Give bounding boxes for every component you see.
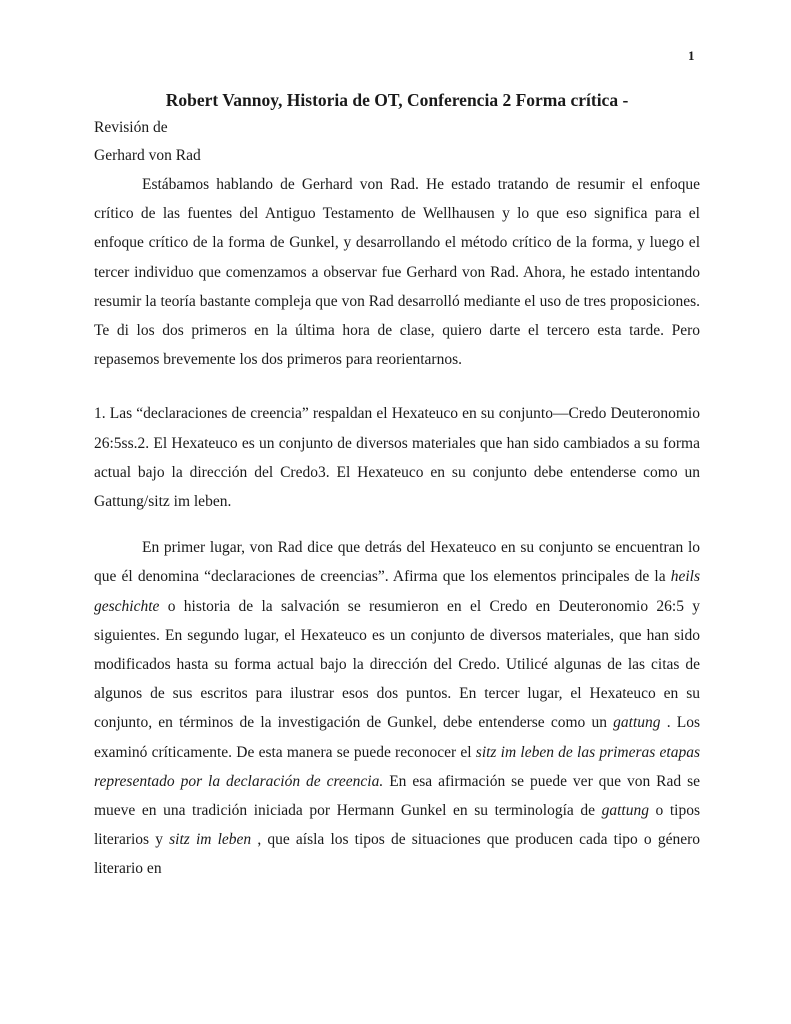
propositions-list: 1. Las “declaraciones de creencia” respaldan el Hexateuco en su conjunto—Credo Deuteronomio 26:5ss.2. El Hexateuco es un conjunto de diversos materiales que han sido cambiados a su forma actual bajo la dirección del Credo3. El Hexateuco en su conjunto debe entenderse como un Gattung/sitz im leben. <box>94 405 700 511</box>
page-number: 1 <box>688 48 695 63</box>
italic-term: heils geschichte <box>94 568 700 615</box>
paragraph-text: En primer lugar, von Rad dice que detrás del Hexateuco en su conjunto se encuentran lo que él denomina “declaraciones de creencias”. Afirma que los elementos principales de la <box>94 539 700 586</box>
italic-term: sitz im leben <box>169 831 252 849</box>
italic-term: sitz im leben de las primeras etapas representado por la declaración de creencia. <box>94 743 700 790</box>
paragraph-text: , que aísla los tipos de situaciones que producen cada tipo o género literario en <box>94 831 700 878</box>
intro-paragraph: Estábamos hablando de Gerhard von Rad. He estado tratando de resumir el enfoque crítico de las fuentes del Antiguo Testamento de Wellhausen y lo que eso significa para el enfoque crítico de la forma de Gunkel, y desarrollando el método crítico de la forma, y luego el tercer individuo que comenzamos a observar fue Gerhard von Rad. Ahora, he estado intentando resumir la teoría bastante compleja que von Rad desarrolló mediante el uso de tres proposiciones. Te di los dos primeros en la última hora de clase, quiero darte el tercero esta tarde. Pero repasemos brevemente los dos primeros para reorientarnos. <box>94 176 700 369</box>
document-body <box>94 86 700 884</box>
italic-term: gattung <box>601 802 649 820</box>
italic-term: gattung <box>613 714 661 732</box>
paragraph-text: o tipos literarios y <box>94 802 700 849</box>
document-title: Robert Vannoy, Historia de OT, Conferencia 2 Forma crítica - <box>165 90 629 110</box>
paragraph-text: . Los examinó críticamente. De esta manera se puede reconocer el <box>94 714 700 761</box>
paragraph-text: o historia de la salvación se resumieron en el Credo en Deuteronomio 26:5 y siguientes. En segundo lugar, el Hexateuco es un conjunto de diversos materiales, que han sido modificados hasta su forma actual bajo la dirección del Credo. Utilicé algunas de las citas de algunos de sus escritos para ilustrar esos dos puntos. En tercer lugar, el Hexateuco en su conjunto, en términos de la investigación de Gunkel, debe entenderse como un <box>94 597 700 732</box>
subtitle-line-1: Revisión de <box>94 119 168 136</box>
paragraph-text: En esa afirmación se puede ver que von Rad se mueve en una tradición iniciada por Hermann Gunkel en su terminología de <box>94 772 700 820</box>
subtitle-line-2: Gerhard von Rad <box>94 147 201 164</box>
explanation-paragraph <box>94 533 700 883</box>
